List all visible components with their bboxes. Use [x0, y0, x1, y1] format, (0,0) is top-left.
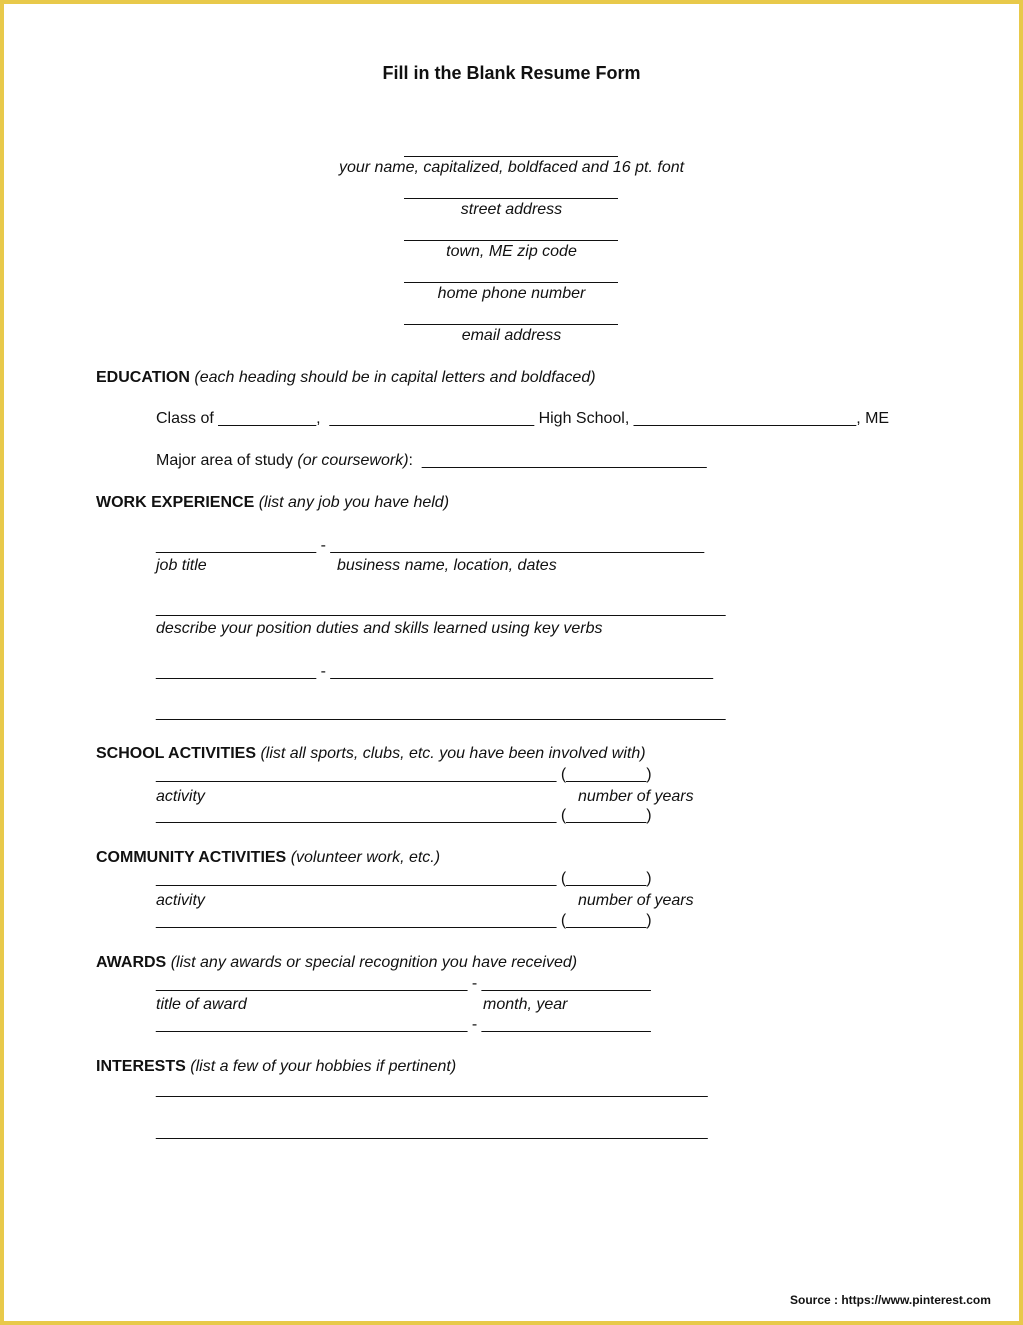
school-row-2: _____________________________________________ (_________) — [156, 807, 652, 824]
interests-row-1: ______________________________________________________________ — [156, 1081, 708, 1098]
community-title: COMMUNITY ACTIVITIES — [96, 849, 287, 866]
work-heading — [96, 494, 449, 512]
major-line — [156, 452, 707, 470]
award-title-label: title of award — [156, 996, 247, 1013]
education-heading — [96, 369, 596, 387]
school-row-1: _____________________________________________ (_________) — [156, 766, 652, 783]
interests-title: INTERESTS — [96, 1058, 186, 1075]
email-blank — [404, 324, 618, 325]
community-years-label: number of years — [578, 892, 694, 909]
school-note: (list all sports, clubs, etc. you have been involved with) — [260, 745, 646, 762]
work-note: (list any job you have held) — [258, 494, 450, 511]
work-row-3: __________________ - ___________________________________________ — [156, 663, 714, 680]
source-caption: Source : https://www.pinterest.com — [790, 1293, 991, 1307]
community-row-1: _____________________________________________ (_________) — [156, 870, 652, 887]
work-row-1: __________________ - __________________________________________ — [156, 537, 705, 554]
job-title-label: job title — [156, 557, 207, 574]
name-blank — [404, 156, 618, 157]
major-note: (or coursework) — [297, 452, 409, 469]
school-title: SCHOOL ACTIVITIES — [96, 745, 257, 762]
interests-heading — [96, 1058, 456, 1076]
work-row-4: ________________________________________________________________ — [156, 704, 726, 721]
award-date-label: month, year — [483, 996, 568, 1013]
community-note: (volunteer work, etc.) — [290, 849, 441, 866]
school-heading — [96, 745, 646, 763]
phone-field-label: home phone number — [437, 285, 586, 302]
class-of-line: Class of ___________, _______________________ High School, _________________________, ME — [156, 410, 890, 427]
resume-form-page — [4, 4, 1019, 1321]
page-title: Fill in the Blank Resume Form — [382, 63, 641, 83]
school-activity-label: activity — [156, 788, 205, 805]
work-title: WORK EXPERIENCE — [96, 494, 255, 511]
school-years-label: number of years — [578, 788, 694, 805]
email-field-label: email address — [461, 327, 562, 344]
duties-label: describe your position duties and skills learned using key verbs — [156, 620, 603, 637]
awards-heading — [96, 954, 577, 972]
education-title: EDUCATION — [96, 369, 190, 386]
community-heading — [96, 849, 440, 867]
major-blank: : ________________________________ — [408, 452, 707, 469]
community-row-2: _____________________________________________ (_________) — [156, 912, 652, 929]
awards-note: (list any awards or special recognition you have received) — [170, 954, 578, 971]
awards-title: AWARDS — [96, 954, 167, 971]
street-blank — [404, 198, 618, 199]
awards-row-2: ___________________________________ - ___________________ — [156, 1016, 651, 1033]
community-activity-label: activity — [156, 892, 205, 909]
major-label: Major area of study — [156, 452, 293, 469]
street-field-label: street address — [460, 201, 563, 218]
name-field-label: your name, capitalized, boldfaced and 16 pt. font — [338, 159, 685, 176]
phone-blank — [404, 282, 618, 283]
interests-row-2: ______________________________________________________________ — [156, 1123, 708, 1140]
work-row-2: ________________________________________________________________ — [156, 600, 726, 617]
town-blank — [404, 240, 618, 241]
town-field-label: town, ME zip code — [446, 243, 577, 260]
awards-row-1: ___________________________________ - ___________________ — [156, 975, 651, 992]
interests-note: (list a few of your hobbies if pertinent) — [190, 1058, 457, 1075]
business-label: business name, location, dates — [337, 557, 557, 574]
education-note: (each heading should be in capital letters and boldfaced) — [194, 369, 596, 386]
